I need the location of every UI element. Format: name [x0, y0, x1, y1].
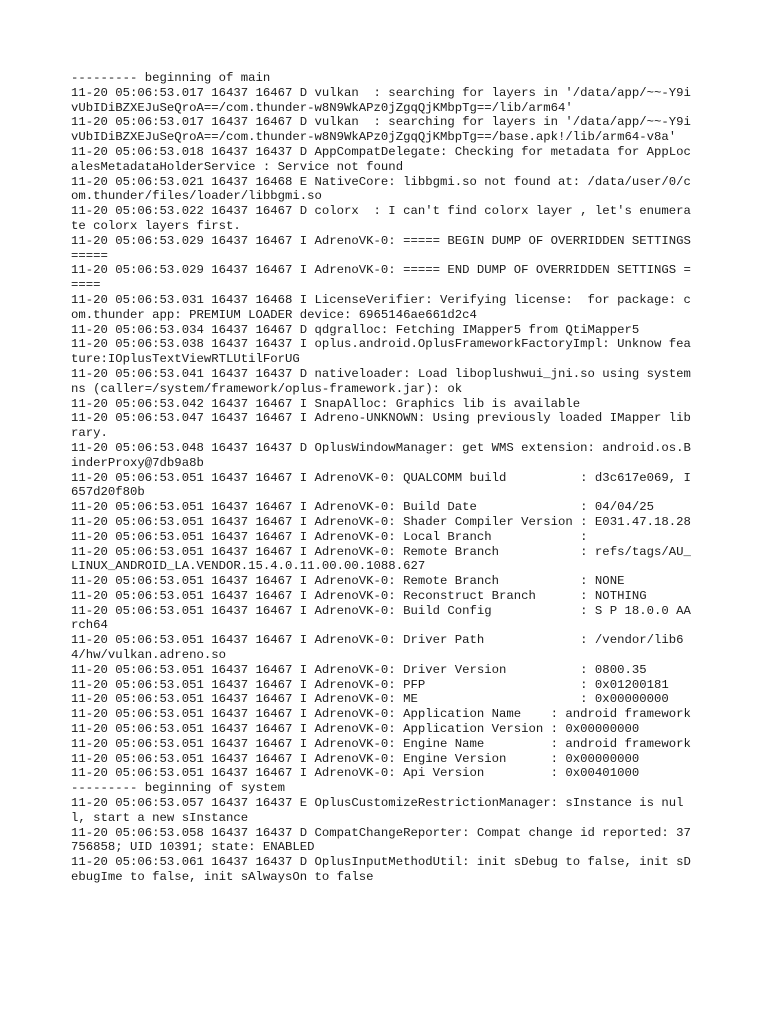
log-line: 11-20 05:06:53.017 16437 16467 D vulkan : searching for layers in '/data/app/~~-Y9ivUbIDiBZXEJuSeQroA==/com.thunder-w8N9WkAPz0jZgqQjKMbpTg==/base.apk!/lib/arm64-v8a' — [71, 115, 691, 145]
log-line: 11-20 05:06:53.058 16437 16437 D CompatChangeReporter: Compat change id reported: 37756858; UID 10391; state: ENABLED — [71, 825, 691, 855]
log-line: 11-20 05:06:53.034 16437 16467 D qdgralloc: Fetching IMapper5 from QtiMapper5 — [71, 322, 640, 337]
log-line: 11-20 05:06:53.051 16437 16467 I AdrenoVK-0: Driver Version : 0800.35 — [71, 662, 647, 677]
log-line: 11-20 05:06:53.051 16437 16467 I AdrenoVK-0: QUALCOMM build : d3c617e069, I657d20f80b — [71, 470, 691, 500]
log-line: 11-20 05:06:53.051 16437 16467 I AdrenoVK-0: Api Version : 0x00401000 — [71, 766, 640, 781]
log-document — [71, 71, 697, 885]
log-line: 11-20 05:06:53.061 16437 16437 D OplusInputMethodUtil: init sDebug to false, init sDebugIme to false, init sAlwaysOn to false — [71, 855, 691, 885]
log-line: 11-20 05:06:53.051 16437 16467 I AdrenoVK-0: Remote Branch : refs/tags/AU_LINUX_ANDROID_LA.VENDOR.15.4.0.11.00.00.1088.627 — [71, 544, 691, 574]
log-line: 11-20 05:06:53.051 16437 16467 I AdrenoVK-0: Driver Path : /vendor/lib64/hw/vulkan.adreno.so — [71, 633, 684, 663]
log-line: 11-20 05:06:53.042 16437 16467 I SnapAlloc: Graphics lib is available — [71, 396, 581, 411]
log-line: 11-20 05:06:53.057 16437 16437 E OplusCustomizeRestrictionManager: sInstance is null, start a new sInstance — [71, 796, 684, 825]
log-line: 11-20 05:06:53.051 16437 16467 I AdrenoVK-0: Build Date : 04/04/25 — [71, 500, 654, 515]
log-line: --------- beginning of main — [71, 71, 271, 85]
log-line: 11-20 05:06:53.051 16437 16467 I AdrenoVK-0: Local Branch : — [71, 529, 588, 544]
log-line: 11-20 05:06:53.051 16437 16467 I AdrenoVK-0: PFP : 0x01200181 — [71, 677, 669, 692]
log-line: 11-20 05:06:53.047 16437 16467 I Adreno-UNKNOWN: Using previously loaded IMapper library. — [71, 411, 691, 441]
log-line: --------- beginning of system — [71, 781, 286, 796]
log-line: 11-20 05:06:53.051 16437 16467 I AdrenoVK-0: Remote Branch : NONE — [71, 574, 625, 589]
log-line: 11-20 05:06:53.041 16437 16437 D nativeloader: Load liboplushwui_jni.so using system ns (caller=/system/framework/oplus-framework.jar): ok — [71, 366, 699, 396]
log-line: 11-20 05:06:53.029 16437 16467 I AdrenoVK-0: ===== BEGIN DUMP OF OVERRIDDEN SETTINGS ===== — [71, 233, 699, 263]
log-line: 11-20 05:06:53.029 16437 16467 I AdrenoVK-0: ===== END DUMP OF OVERRIDDEN SETTINGS ===== — [71, 263, 691, 293]
log-line: 11-20 05:06:53.031 16437 16468 I LicenseVerifier: Verifying license: for package: com.thunder app: PREMIUM LOADER device: 6965146ae661d2c4 — [71, 292, 691, 322]
log-line: 11-20 05:06:53.022 16437 16467 D colorx : I can't find colorx layer , let's enumerate colorx layers first. — [71, 204, 691, 233]
log-line: 11-20 05:06:53.051 16437 16467 I AdrenoVK-0: ME : 0x00000000 — [71, 692, 669, 707]
log-line: 11-20 05:06:53.038 16437 16437 I oplus.android.OplusFrameworkFactoryImpl: Unknow feature:IOplusTextViewRTLUtilForUG — [71, 337, 691, 367]
log-line: 11-20 05:06:53.051 16437 16467 I AdrenoVK-0: Build Config : S P 18.0.0 AArch64 — [71, 603, 691, 633]
log-line: 11-20 05:06:53.051 16437 16467 I AdrenoVK-0: Application Name : android framework — [71, 707, 691, 722]
log-line: 11-20 05:06:53.017 16437 16467 D vulkan : searching for layers in '/data/app/~~-Y9ivUbIDiBZXEJuSeQroA==/com.thunder-w8N9WkAPz0jZgqQjKMbpTg==/lib/arm64' — [71, 85, 691, 115]
log-line: 11-20 05:06:53.051 16437 16467 I AdrenoVK-0: Reconstruct Branch : NOTHING — [71, 588, 647, 603]
log-line: 11-20 05:06:53.048 16437 16437 D OplusWindowManager: get WMS extension: android.os.BinderProxy@7db9a8b — [71, 440, 691, 470]
log-line: 11-20 05:06:53.051 16437 16467 I AdrenoVK-0: Engine Name : android framework — [71, 736, 691, 751]
log-line: 11-20 05:06:53.051 16437 16467 I AdrenoVK-0: Engine Version : 0x00000000 — [71, 751, 640, 766]
log-line: 11-20 05:06:53.018 16437 16437 D AppCompatDelegate: Checking for metadata for AppLocalesMetadataHolderService : Service not found — [71, 144, 691, 174]
log-line: 11-20 05:06:53.021 16437 16468 E NativeCore: libbgmi.so not found at: /data/user/0/com.thunder/files/loader/libbgmi.so — [71, 174, 691, 204]
log-line: 11-20 05:06:53.051 16437 16467 I AdrenoVK-0: Shader Compiler Version : E031.47.18.28 — [71, 514, 691, 529]
log-line: 11-20 05:06:53.051 16437 16467 I AdrenoVK-0: Application Version : 0x00000000 — [71, 722, 640, 737]
